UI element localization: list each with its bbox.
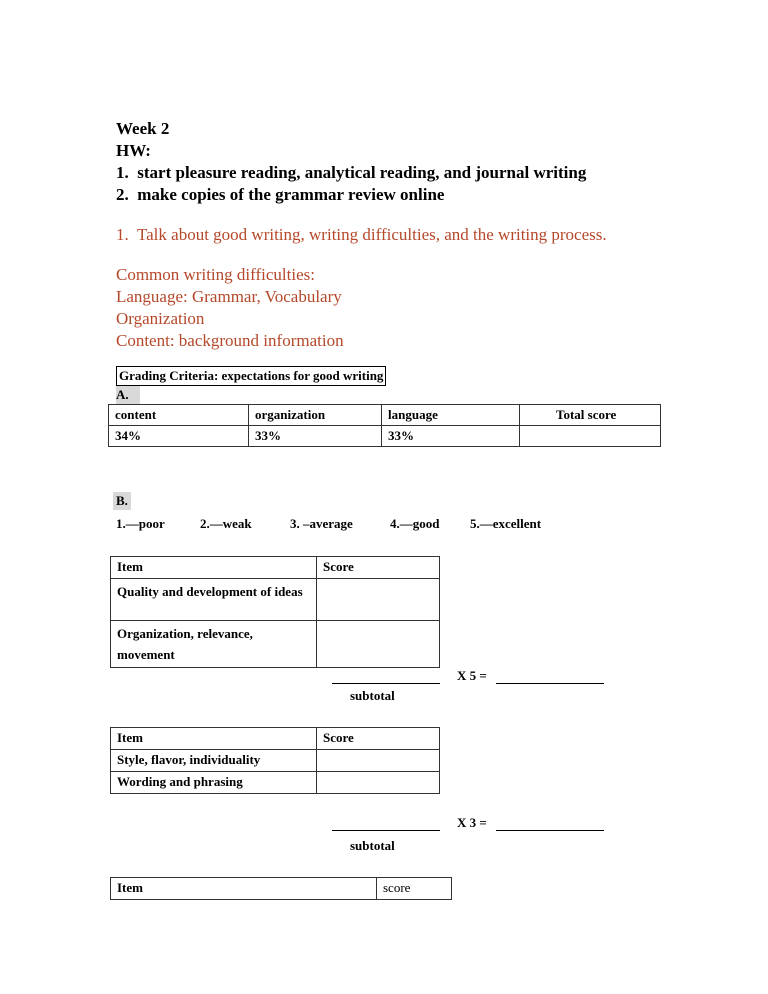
table-b1-header-score: Score	[317, 557, 440, 579]
subtotal-label-1: subtotal	[350, 688, 395, 703]
section-b-label: B.	[113, 492, 131, 510]
total-blank-2[interactable]	[496, 817, 604, 831]
scale-4: 4.—good	[390, 516, 440, 531]
hw-item-1: 1. start pleasure reading, analytical reading, and journal writing	[116, 163, 587, 182]
table-b2-header-item: Item	[111, 728, 317, 750]
hw-item-2: 2. make copies of the grammar review online	[116, 185, 445, 204]
multiplier-1: X 5 =	[457, 668, 487, 683]
table-b1-row-item: Quality and development of ideas	[111, 579, 317, 621]
table-b1	[110, 556, 440, 668]
subtotal-blank-1[interactable]	[332, 670, 440, 684]
scale-1: 1.—poor	[116, 516, 165, 531]
topic-line: 1. Talk about good writing, writing difficulties, and the writing process.	[116, 225, 607, 244]
scale-5: 5.—excellent	[470, 516, 542, 531]
table-b2	[110, 727, 440, 794]
table-b2-score-cell[interactable]	[317, 750, 440, 772]
subtotal-blank-2[interactable]	[332, 817, 440, 831]
table-b2-header-score: Score	[317, 728, 440, 750]
difficulty-organization: Organization	[116, 309, 205, 328]
scale-2: 2.—weak	[200, 516, 252, 531]
table-a-cell	[520, 426, 661, 447]
difficulty-content: Content: background information	[116, 331, 344, 350]
table-b3-header-item: Item	[111, 878, 377, 900]
table-b3	[110, 877, 452, 900]
table-b2-row-item: Wording and phrasing	[111, 772, 317, 794]
table-a-cell: 34%	[109, 426, 249, 447]
table-b1-score-cell[interactable]	[317, 579, 440, 621]
scale-3: 3. –average	[290, 516, 353, 531]
grading-title: Grading Criteria: expectations for good writing	[116, 366, 386, 386]
week-title: Week 2	[116, 119, 170, 138]
table-a-header: organization	[249, 405, 382, 426]
table-a-header: Total score	[520, 405, 661, 426]
section-a-label: A.	[116, 386, 140, 404]
table-b2-row-item: Style, flavor, individuality	[111, 750, 317, 772]
table-b3-header-score: score	[377, 878, 452, 900]
table-a-cell: 33%	[382, 426, 520, 447]
table-b1-row-item: Organization, relevance, movement	[111, 621, 317, 668]
table-b1-score-cell[interactable]	[317, 621, 440, 668]
table-a-cell: 33%	[249, 426, 382, 447]
total-blank-1[interactable]	[496, 670, 604, 684]
table-a	[108, 404, 661, 447]
multiplier-2: X 3 =	[457, 815, 487, 830]
table-a-header: language	[382, 405, 520, 426]
difficulties-heading: Common writing difficulties:	[116, 265, 315, 284]
subtotal-label-2: subtotal	[350, 838, 395, 853]
table-b1-header-item: Item	[111, 557, 317, 579]
table-a-header: content	[109, 405, 249, 426]
hw-label: HW:	[116, 141, 151, 160]
table-b2-score-cell[interactable]	[317, 772, 440, 794]
difficulty-language: Language: Grammar, Vocabulary	[116, 287, 342, 306]
